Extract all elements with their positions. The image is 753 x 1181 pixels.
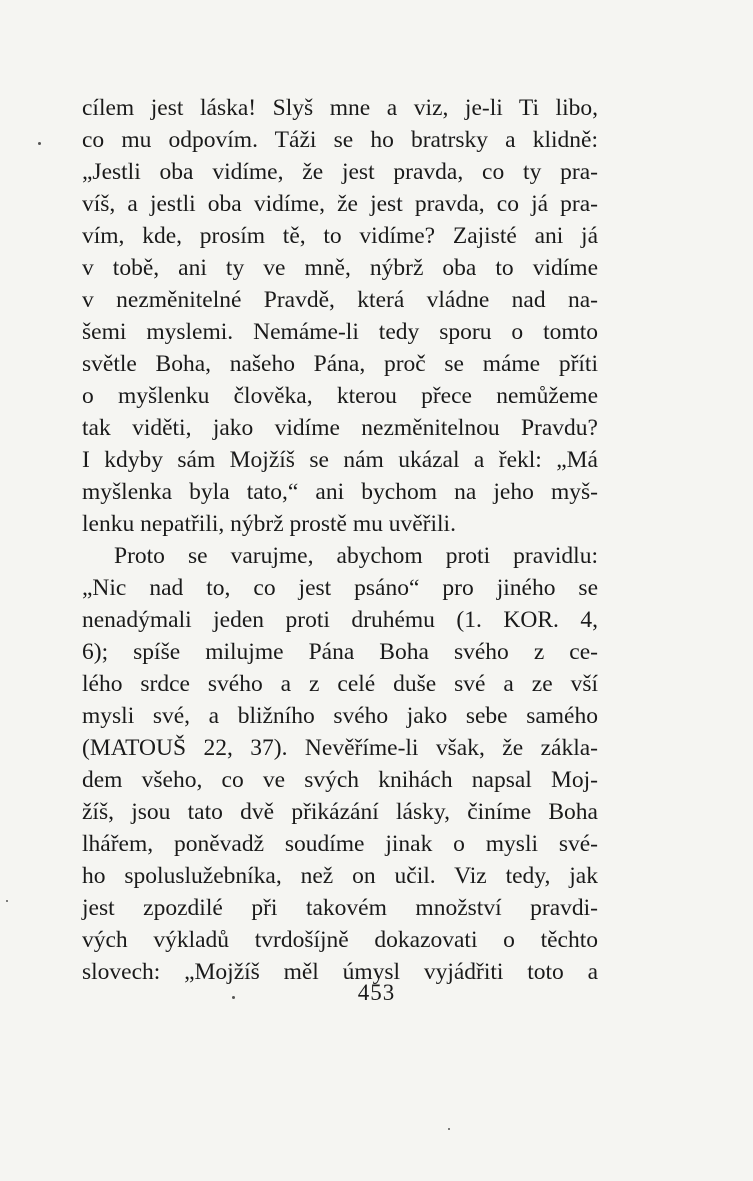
text-line: I kdyby sám Mojžíš se nám ukázal a řekl: „Má (82, 447, 598, 473)
text-line: 6); spíše milujme Pána Boha svého z ce- (82, 639, 598, 665)
text-line: slovech: „Mojžíš měl úmysl vyjádřiti toto a (82, 959, 598, 985)
text-line: mysli své, a bližního svého jako sebe samého (82, 703, 598, 729)
text-line: „Jestli oba vidíme, že jest pravda, co ty pra- (82, 159, 598, 185)
text-line: jest zpozdilé při takovém množství pravdi- (82, 895, 598, 921)
text-line: ho spoluslužebníka, než on učil. Viz tedy, jak (82, 863, 598, 889)
text-line: vých výkladů tvrdošíjně dokazovati o těchto (82, 927, 598, 953)
text-line: šemi myslemi. Nemáme-li tedy sporu o tomto (82, 319, 598, 345)
text-line: nenadýmali jeden proti druhému (1. KOR. 4, (82, 607, 598, 633)
paper-speck (38, 142, 41, 145)
text-line: dem všeho, co ve svých knihách napsal Moj- (82, 767, 598, 793)
text-line: o myšlenku člověka, kterou přece nemůžeme (82, 383, 598, 409)
body-text (82, 92, 598, 988)
paper-speck (6, 900, 8, 902)
text-line: (MATOUŠ 22, 37). Nevěříme-li však, že zákla- (82, 735, 598, 761)
text-line: lenku nepatřili, nýbrž prostě mu uvěřili. (82, 511, 456, 537)
text-line: lého srdce svého a z celé duše své a ze vší (82, 671, 598, 697)
text-line: cílem jest láska! Slyš mne a viz, je-li Ti libo, (82, 95, 598, 121)
text-line: víš, a jestli oba vidíme, že jest pravda, co já pra- (82, 191, 598, 217)
text-line: v tobě, ani ty ve mně, nýbrž oba to vidíme (82, 255, 598, 281)
paper-speck (448, 1128, 450, 1130)
text-line: lhářem, poněvadž soudíme jinak o mysli své- (82, 831, 598, 857)
text-line: Proto se varujme, abychom proti pravidlu: (114, 543, 598, 569)
paper-speck (232, 996, 235, 999)
text-line: tak viděti, jako vidíme nezměnitelnou Pravdu? (82, 415, 598, 441)
text-line: v nezměnitelné Pravdě, která vládne nad na- (82, 287, 598, 313)
page-number: 453 (357, 980, 396, 1005)
text-line: vím, kde, prosím tě, to vidíme? Zajisté ani já (82, 223, 598, 249)
text-line: myšlenka byla tato,“ ani bychom na jeho myš- (82, 479, 598, 505)
text-line: „Nic nad to, co jest psáno“ pro jiného se (82, 575, 598, 601)
text-line: co mu odpovím. Táži se ho bratrsky a klidně: (82, 127, 598, 153)
text-line: světle Boha, našeho Pána, proč se máme příti (82, 351, 598, 377)
text-line: žíš, jsou tato dvě přikázání lásky, činíme Boha (82, 799, 598, 825)
